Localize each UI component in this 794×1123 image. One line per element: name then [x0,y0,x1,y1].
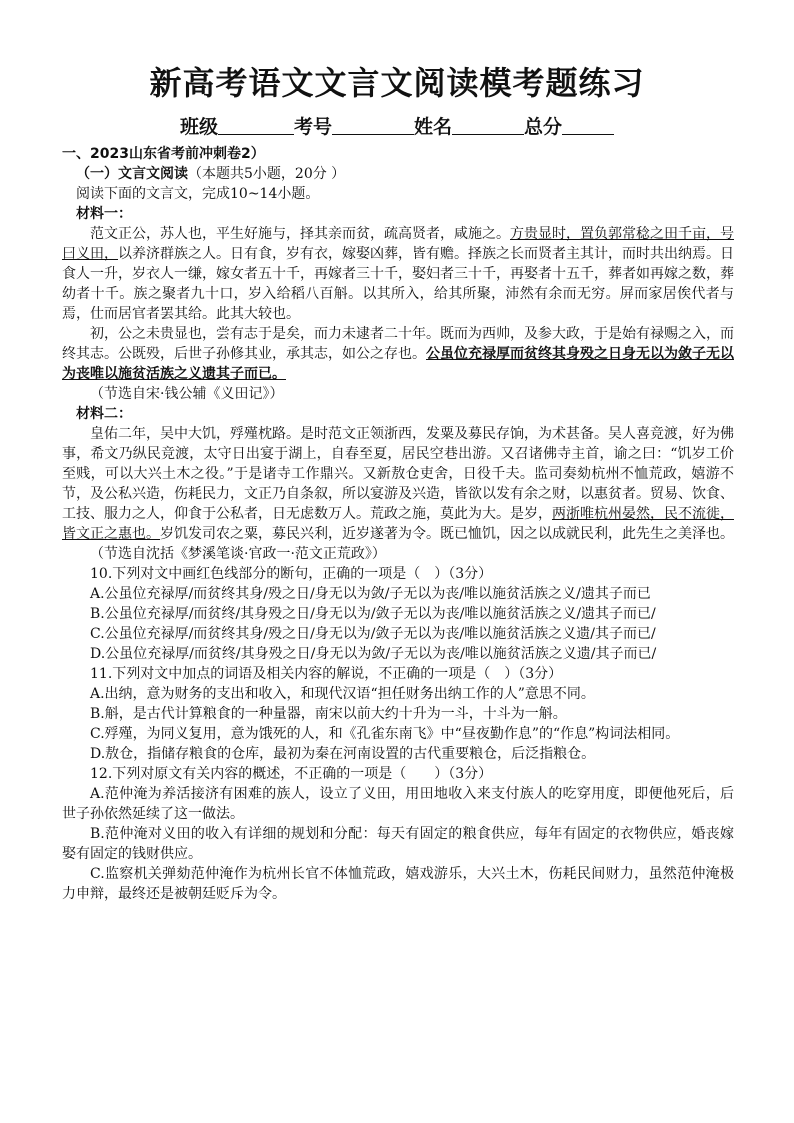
class-label: 班级 [179,116,218,138]
answer-option[interactable]: D.敖仓，指储存粮食的仓库，最初为秦在河南设置的古代重要粮仓，后泛指粮仓。 [90,746,596,762]
material1-paragraph-1 [62,224,734,324]
question-stem: 11.下列对文中加点的词语及相关内容的解说，不正确的一项是（ ）（3分） [90,666,563,682]
material1-p1-underlined: 方贵显时，置负郭常稔之田千亩，号曰义田， [62,226,734,262]
question-11 [62,664,734,764]
name-blank[interactable] [452,116,524,135]
material1-p2-text: 初，公之未贵显也，尝有志于是矣，而力未逮者二十年。既而为西帅，及参大政，于是始有禄赐之入，而终其志。公既殁，后世子孙修其业，承其志，如公之存也。 [62,326,734,362]
material1-source: （节选自宋·钱公辅《义田记》） [90,386,284,402]
page-title: 新高考语文文言文阅读模考题练习 [149,64,645,102]
score-label: 总分 [524,116,563,138]
sub-note: （本题共5小题，20分 ） [188,166,346,182]
exam-no-label: 考号 [293,116,332,138]
exam-no-blank[interactable] [332,116,414,135]
answer-option[interactable]: B.范仲淹对义田的收入有详细的规划和分配：每天有固定的粮食供应，每年有固定的衣物供应，婚丧嫁娶有固定的钱财供应。 [62,826,734,862]
material2-paragraph [62,424,734,544]
answer-option[interactable]: C.殍殣，为同义复用，意为饿死的人，和《孔雀东南飞》中“昼夜勤作息”的“作息”构词法相同。 [90,726,680,742]
name-label: 姓名 [414,116,453,138]
material2-underlined: 两浙唯杭州晏然，民不流徙，皆文正之惠也。 [62,506,734,542]
answer-option[interactable]: B.公虽位充禄厚/而贫终/其身殁之日/身无以为/敛子无以为丧/唯以施贫活族之义/遗其子而已/ [90,606,656,622]
instruction: 阅读下面的文言文，完成10~14小题。 [76,186,320,202]
section-heading: 一、2023山东省考前冲刺卷2） [62,146,265,162]
answer-option[interactable]: C.公虽位充禄厚/而贫终其身/殁之日/身无以为/敛子无以为丧/唯以施贫活族之义遗/其子而已/ [90,626,656,642]
class-blank[interactable] [218,116,294,135]
material2-label: 材料二： [76,406,132,422]
question-stem: 10.下列对文中画红色线部分的断句，正确的一项是（ ）（3分） [90,566,493,582]
student-info-line [0,112,794,139]
material1-paragraph-2 [62,324,734,384]
question-12 [62,764,734,904]
material1-p2-marked-sentence: 公虽位充禄厚而贫终其身殁之日身无以为敛子无以为丧唯以施贫活族之义遗其子而已。 [62,346,734,382]
question-10 [62,564,734,664]
material1-p1-text-b: 以养济群族之人。日有食，岁有衣，嫁娶凶葬，皆有赡。择族之长而贤者主其计，而时共出纳焉。日食人一升，岁衣人一缣，嫁女者五十千，再嫁者三十千，娶妇者三十千，再娶者十五千，葬者如再嫁之数，葬幼者十千。族之聚者九十口，岁入给稻八百斛。以其所入，给其所聚，沛然有余而无穷。屏而家居俟代者与焉，仕而居官者罢其给。此其大较也。 [62,246,734,322]
material1-label: 材料一： [76,206,132,222]
answer-option[interactable]: A.公虽位充禄厚/而贫终其身/殁之日/身无以为敛/子无以为丧/唯以施贫活族之义/遗其子而已 [90,586,651,602]
sub-heading-line [62,164,734,184]
answer-option[interactable]: A.出纳，意为财务的支出和收入，和现代汉语“担任财务出纳工作的人”意思不同。 [90,686,595,702]
answer-option[interactable]: D.公虽位充禄厚/而贫终/其身殁之日/身无以为敛/子无以为丧/唯以施贫活族之义遗/其子而已/ [90,646,657,662]
question-stem: 12.下列对原文有关内容的概述，不正确的一项是（ ）（3分） [90,766,493,782]
material2-source: （节选自沈括《梦溪笔谈·官政一·范文正荒政》） [90,546,386,562]
material2-text-b: 岁饥发司农之粟，募民兴利，近岁遂著为令。既已恤饥，因之以成就民利，此先生之美泽也。 [160,526,734,542]
answer-option[interactable]: B.斛，是古代计算粮食的一种量器，南宋以前大约十升为一斗，十斗为一斛。 [90,706,567,722]
material2-text-a: 皇佑二年，吴中大饥，殍殣枕路。是时范文正领浙西，发粟及募民存饷，为术甚备。吴人喜竞渡，好为佛事，希文乃纵民竞渡，太守日出宴于湖上，自春至夏，居民空巷出游。又召诸佛寺主首，谕之曰：“饥岁工价至贱，可以大兴土木之役。”于是诸寺工作鼎兴。又新敖仓吏舍，日役千夫。监司奏劾杭州不恤荒政，嬉游不节，及公私兴造，伤耗民力，文正乃自条叙，所以宴游及兴造，皆欲以发有余之财，以惠贫者。贸易、饮食、工技、服力之人，仰食于公私者，日无虑数万人。荒政之施，莫此为大。是岁， [62,426,734,522]
exam-content [62,144,734,904]
score-blank[interactable] [562,116,614,135]
answer-option[interactable]: A.范仲淹为养活接济有困难的族人，设立了义田，用田地收入来支付族人的吃穿用度，即便他死后，后世子孙依然延续了这一做法。 [62,786,734,822]
material1-p1-text-a: 范文正公，苏人也，平生好施与，择其亲而贫，疏高贤者，咸施之。 [90,226,510,242]
sub-heading: （一）文言文阅读 [76,166,188,182]
answer-option[interactable]: C.监察机关弹劾范仲淹作为杭州长官不体恤荒政，嬉戏游乐，大兴土木，伤耗民间财力，虽然范仲淹极力申辩，最终还是被朝廷贬斥为令。 [62,866,734,902]
